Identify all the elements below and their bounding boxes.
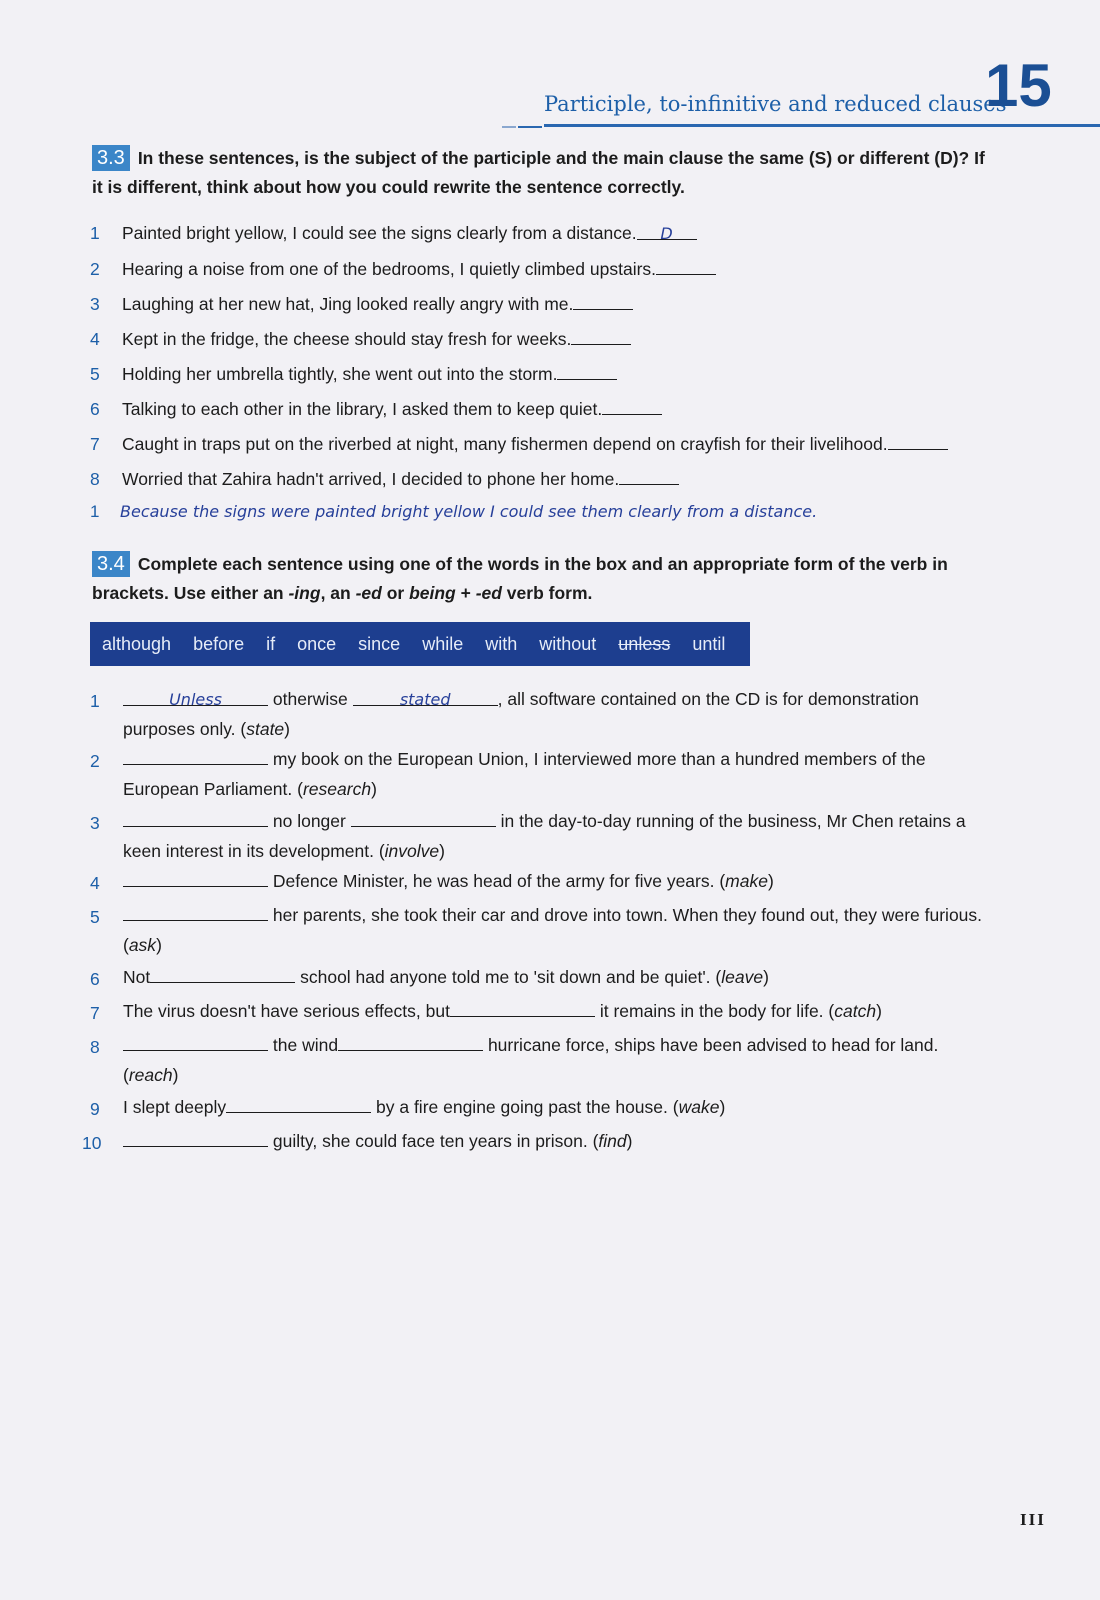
instruction-text: Complete each sentence using one of the words in the box and an appropriate form of the verb in brackets. Use either an — [92, 554, 948, 603]
item-text: ) — [763, 967, 769, 987]
answer-blank[interactable] — [150, 962, 295, 983]
item-number: 6 — [90, 969, 100, 989]
instruction-text: In these sentences, is the subject of the participle and the main clause the same (S) or different (D)? If it is different, think about how you could rewrite the sentence correctly. — [92, 148, 985, 197]
item-text: Painted bright yellow, I could see the signs clearly from a distance. — [122, 223, 637, 243]
answer-blank[interactable] — [573, 289, 633, 310]
word-box — [90, 622, 750, 666]
verb-hint: involve — [384, 841, 440, 861]
header-rule — [544, 124, 1100, 127]
item-text: Caught in traps put on the riverbed at night, many fishermen depend on crayfish for their livelihood. — [122, 434, 888, 454]
instruction-text: -ed — [355, 583, 382, 603]
list-item — [90, 289, 1010, 319]
word-box-item: with — [485, 633, 518, 654]
list-item — [90, 962, 990, 992]
answer-blank[interactable] — [123, 806, 268, 827]
answer-blank[interactable]: Unless — [123, 685, 268, 706]
list-item — [90, 429, 1010, 459]
item-text: my book on the European Union, I interviewed more than a hundred members of the European Parliament. ( — [123, 749, 926, 799]
verb-hint: leave — [721, 967, 764, 987]
item-number: 1 — [90, 223, 100, 243]
answer-blank[interactable] — [619, 464, 679, 485]
item-text: , all software contained on the CD is for demonstration purposes only. ( — [123, 689, 919, 739]
item-text: guilty, she could face ten years in prison. ( — [272, 1131, 599, 1151]
item-text: Laughing at her new hat, Jing looked really angry with me. — [122, 294, 574, 314]
answer-blank[interactable] — [123, 1030, 268, 1051]
word-box-item: without — [539, 633, 597, 654]
item-text: ) — [172, 1065, 179, 1085]
item-text: her parents, she took their car and drove into town. When they found out, they were furious. ( — [123, 905, 983, 955]
item-text: no longer — [272, 811, 346, 831]
answer-blank[interactable] — [888, 429, 948, 450]
answer-blank[interactable] — [123, 900, 268, 921]
list-item — [90, 254, 1010, 284]
item-number: 10 — [82, 1133, 102, 1153]
list-item — [90, 684, 990, 744]
chapter-title: Participle, to-infinitive and reduced clauses — [544, 92, 1007, 116]
list-item — [90, 218, 1010, 248]
exercise-3-4-instruction — [92, 550, 992, 608]
item-text: it remains in the body for life. ( — [599, 1001, 835, 1021]
item-text: Worried that Zahira hadn't arrived, I decided to phone her home. — [122, 469, 620, 489]
word-box-item: before — [193, 633, 245, 654]
item-number: 3 — [90, 813, 100, 833]
item-text: ) — [876, 1001, 882, 1021]
answer-blank[interactable] — [656, 254, 716, 275]
verb-hint: find — [598, 1131, 627, 1151]
exercise-3-3-instruction — [92, 144, 992, 202]
instruction-text: verb form. — [501, 583, 593, 603]
item-text: in the day-to-day running of the business, Mr Chen retains a keen interest in its development. ( — [123, 811, 966, 861]
instruction-text: or — [381, 583, 410, 603]
item-text: Kept in the fridge, the cheese should stay fresh for weeks. — [122, 329, 572, 349]
word-box-item: although — [102, 633, 172, 654]
item-number: 1 — [90, 502, 100, 521]
item-number: 5 — [90, 907, 100, 927]
item-text: ) — [371, 779, 377, 799]
list-item — [90, 1092, 990, 1122]
item-number: 2 — [90, 751, 100, 771]
verb-hint: make — [725, 871, 768, 891]
answer-blank[interactable] — [602, 394, 662, 415]
item-number: 5 — [90, 364, 100, 384]
verb-hint: reach — [128, 1065, 173, 1085]
answer-blank[interactable] — [351, 806, 496, 827]
item-text: ) — [719, 1097, 726, 1117]
word-box-item: if — [266, 633, 276, 654]
item-number: 8 — [90, 469, 100, 489]
verb-hint: state — [246, 719, 285, 739]
answer-blank[interactable] — [123, 1126, 268, 1147]
item-number: 8 — [90, 1037, 100, 1057]
item-text: ) — [156, 935, 162, 955]
item-text: Defence Minister, he was head of the army for five years. ( — [272, 871, 726, 891]
item-number: 7 — [90, 1003, 100, 1023]
item-number: 4 — [90, 329, 100, 349]
answer-blank[interactable]: D — [637, 219, 697, 240]
item-text: ) — [767, 871, 774, 891]
page-number: III — [1020, 1510, 1046, 1529]
item-number: 7 — [90, 434, 100, 454]
verb-hint: catch — [834, 1001, 877, 1021]
item-text: by a fire engine going past the house. ( — [376, 1097, 679, 1117]
answer-blank[interactable] — [571, 324, 631, 345]
item-text: hurricane force, ships have been advised to head for land. ( — [123, 1035, 939, 1085]
word-box-item: once — [297, 633, 337, 654]
item-text: The virus doesn't have serious effects, but — [123, 1001, 450, 1021]
instruction-text: , an — [320, 583, 356, 603]
item-text: Holding her umbrella tightly, she went out into the storm. — [122, 364, 558, 384]
list-item — [90, 394, 1010, 424]
item-text: Hearing a noise from one of the bedrooms, I quietly climbed upstairs. — [122, 259, 657, 279]
item-number: 4 — [90, 873, 100, 893]
item-number: 6 — [90, 399, 100, 419]
chapter-number: 15 — [985, 52, 1052, 119]
exercise-badge: 3.3 — [92, 145, 130, 171]
answer-blank[interactable] — [338, 1030, 483, 1051]
rewrite-text: Because the signs were painted bright yellow I could see them clearly from a distance. — [120, 502, 818, 521]
item-text: I slept deeply — [123, 1097, 227, 1117]
item-number: 1 — [90, 691, 100, 711]
answer-blank[interactable]: stated — [353, 685, 498, 706]
word-box-item: while — [422, 633, 464, 654]
answer-blank[interactable] — [450, 996, 595, 1017]
list-item — [90, 866, 990, 896]
header-accent — [518, 126, 542, 128]
word-box-item: since — [358, 633, 401, 654]
list-item — [90, 744, 990, 804]
verb-hint: research — [302, 779, 372, 799]
item-text: the wind — [272, 1035, 339, 1055]
verb-hint: wake — [678, 1097, 720, 1117]
instruction-text: being — [409, 583, 456, 603]
item-text: ) — [439, 841, 445, 861]
instruction-text: -ing — [288, 583, 321, 603]
item-text: Not — [123, 967, 151, 987]
list-item — [90, 996, 990, 1026]
list-item — [82, 1126, 990, 1156]
answer-blank[interactable] — [226, 1092, 371, 1113]
instruction-text: -ed — [475, 583, 502, 603]
item-text: ) — [284, 719, 290, 739]
list-item — [90, 1030, 990, 1090]
item-text: otherwise — [272, 689, 348, 709]
word-box-item: until — [692, 633, 726, 654]
instruction-text: + — [455, 583, 476, 603]
item-text: Talking to each other in the library, I asked them to keep quiet. — [122, 399, 603, 419]
item-text: school had anyone told me to 'sit down and be quiet'. ( — [300, 967, 722, 987]
item-text: ) — [626, 1131, 633, 1151]
exercise-badge: 3.4 — [92, 551, 130, 577]
item-number: 9 — [90, 1099, 100, 1119]
list-item — [90, 359, 1010, 389]
item-number: 3 — [90, 294, 100, 314]
handwritten-rewrite — [90, 502, 817, 522]
list-item — [90, 900, 990, 960]
word-box-item-struck: unless — [618, 633, 671, 654]
verb-hint: ask — [128, 935, 157, 955]
answer-blank[interactable] — [123, 866, 268, 887]
list-item — [90, 324, 1010, 354]
item-number: 2 — [90, 259, 100, 279]
answer-blank[interactable] — [557, 359, 617, 380]
list-item — [90, 464, 1010, 494]
answer-blank[interactable] — [123, 744, 268, 765]
header-accent — [502, 126, 516, 128]
list-item — [90, 806, 990, 866]
